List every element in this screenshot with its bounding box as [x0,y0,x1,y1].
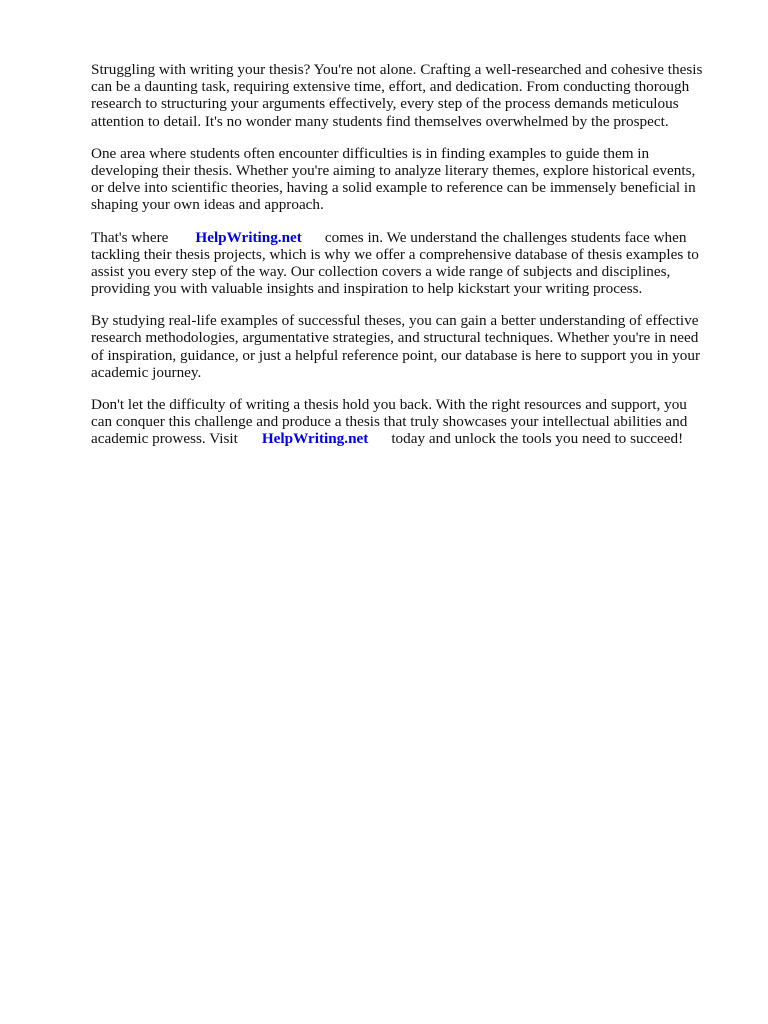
paragraph-1-line-1: Struggling with writing your thesis? You're not alone. Crafting a well-researched and cohesive thesis [91,61,703,78]
paragraph-3 [91,229,721,298]
paragraph-5-text-before-link: academic prowess. Visit [91,430,238,448]
paragraph-5-text-after-link: today and unlock the tools you need to succeed! [391,430,684,448]
paragraph-1 [91,61,721,130]
paragraph-5-line-1: Don't let the difficulty of writing a thesis hold you back. With the right resources and support, you [91,396,687,413]
paragraph-3-line-3: assist you every step of the way. Our collection covers a wide range of subjects and disciplines, [91,262,671,280]
paragraph-3-line-1 [91,229,721,246]
paragraph-2-line-1: One area where students often encounter difficulties is in finding examples to guide them in [91,144,650,162]
paragraph-4-line-4: academic journey. [91,363,202,381]
paragraph-4-line-2: research methodologies, argumentative strategies, and structural techniques. Whether you're in need [91,329,699,347]
helpwriting-link[interactable]: HelpWriting.net [195,228,302,246]
paragraph-2-line-4: shaping your own ideas and approach. [91,196,324,214]
paragraph-5 [91,396,721,448]
paragraph-1-line-2: can be a daunting task, requiring extensive time, effort, and dedication. From conducting thorough [91,78,690,96]
paragraph-5-line-2: can conquer this challenge and produce a thesis that truly showcases your intellectual abilities and [91,413,688,431]
paragraph-2-line-2: developing their thesis. Whether you're aiming to analyze literary themes, explore historical events, [91,161,696,179]
paragraph-3-text-after-link: comes in. We understand the challenges students face when [324,228,687,246]
paragraph-2-line-3: or delve into scientific theories, having a solid example to reference can be immensely beneficial in [91,179,696,197]
paragraph-5-line-3 [91,430,721,447]
paragraph-2 [91,145,721,214]
paragraph-4-line-1: By studying real-life examples of successful theses, you can gain a better understanding of effective [91,312,699,330]
paragraph-1-line-3: research to structuring your arguments effectively, every step of the process demands meticulous [91,95,679,113]
paragraph-3-text-before-link: That's where [91,228,169,246]
paragraph-4 [91,312,721,381]
paragraph-1-line-4: attention to detail. It's no wonder many students find themselves overwhelmed by the prospect. [91,112,669,130]
paragraph-4-line-3: of inspiration, guidance, or just a helpful reference point, our database is here to support you in your [91,346,701,364]
document-body [91,61,721,463]
helpwriting-link[interactable]: HelpWriting.net [261,430,369,448]
paragraph-3-line-2: tackling their thesis projects, which is why we offer a comprehensive database of thesis examples to [91,245,699,263]
paragraph-3-line-4: providing you with valuable insights and inspiration to help kickstart your writing process. [91,280,643,298]
